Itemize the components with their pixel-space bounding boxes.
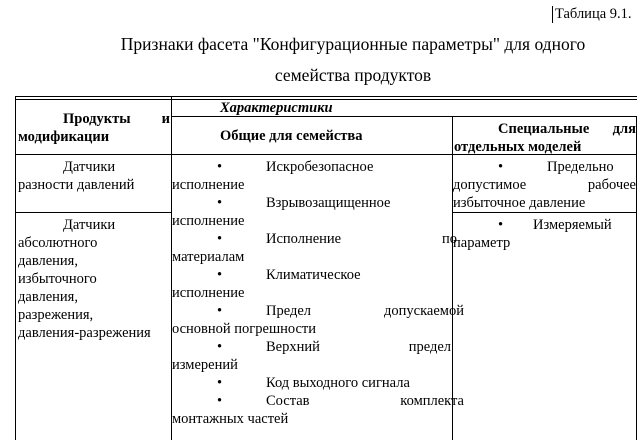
product-absolute-pressure xyxy=(18,216,171,342)
item-text: Предельно xyxy=(547,159,614,175)
item-text-cont: исполнение xyxy=(172,177,245,193)
facet-table xyxy=(15,96,637,440)
product-row1-line1: Датчики xyxy=(63,159,116,175)
item-text: предел xyxy=(408,339,451,355)
item-text: допустимое xyxy=(453,177,527,193)
list-item xyxy=(172,194,451,212)
header-products xyxy=(18,110,171,146)
item-text: Предел xyxy=(266,303,312,319)
list-item xyxy=(172,338,451,356)
header-common: Общие для семейства xyxy=(220,128,363,144)
bullet-icon: • xyxy=(217,375,223,391)
header-modifications-word: модификации xyxy=(18,129,110,145)
item-text: допускаемой xyxy=(384,303,464,319)
table-number: Таблица 9.1. xyxy=(552,6,632,23)
item-text: Верхний xyxy=(266,339,320,355)
item-text: Код выходного сигнала xyxy=(266,375,410,391)
list-item xyxy=(453,158,636,176)
item-text: по xyxy=(441,231,457,247)
bullet-icon: • xyxy=(217,393,223,409)
product-row2-line6: разрежения, xyxy=(18,307,94,323)
item-text: Состав xyxy=(266,393,310,409)
item-text: Исполнение xyxy=(266,231,342,247)
product-row2-line1: Датчики xyxy=(63,217,116,233)
item-text-cont xyxy=(453,176,636,194)
bullet-icon: • xyxy=(217,303,223,319)
product-row2-line3: давления, xyxy=(18,253,78,269)
product-row2-line4: избыточного xyxy=(18,271,97,287)
list-item xyxy=(172,374,451,392)
item-text-cont: основной погрешности xyxy=(172,321,317,337)
header-special xyxy=(454,120,636,156)
header-special-word: Специальные xyxy=(498,121,590,137)
item-text: рабочее xyxy=(587,177,636,193)
product-row2-line2: абсолютного xyxy=(18,235,98,251)
product-row1-line2: разности давлений xyxy=(18,177,135,193)
special-characteristics-list xyxy=(453,158,636,212)
item-text-cont: материалам xyxy=(172,249,245,265)
item-text-cont: избыточное давление xyxy=(453,195,586,211)
item-text: Климатическое xyxy=(266,267,361,283)
bullet-icon: • xyxy=(217,267,223,283)
bullet-icon: • xyxy=(498,159,504,175)
bullet-icon: • xyxy=(217,339,223,355)
header-products-word: Продукты xyxy=(63,111,131,127)
list-item xyxy=(453,216,636,234)
item-text: Взрывозащищенное xyxy=(266,195,391,211)
special-characteristics-list-2 xyxy=(453,216,636,252)
table-title-line-2: семейства продуктов xyxy=(274,65,432,85)
table-title-line-1: Признаки фасета "Конфигурационные параметры" для одного xyxy=(120,34,586,54)
item-text-cont: исполнение xyxy=(172,213,245,229)
item-text-cont: измерений xyxy=(172,357,238,373)
item-text: комплекта xyxy=(400,393,464,409)
item-text: Измеряемый xyxy=(533,217,612,233)
bullet-icon: • xyxy=(217,231,223,247)
list-item xyxy=(172,266,451,284)
table-right-border xyxy=(636,117,637,440)
product-differential-pressure xyxy=(18,158,171,194)
list-item xyxy=(172,158,451,176)
item-text-cont: исполнение xyxy=(172,285,245,301)
header-for-word: для xyxy=(612,121,636,137)
list-item xyxy=(172,302,464,320)
product-row2-line7: давления-разрежения xyxy=(18,325,151,341)
list-item xyxy=(172,392,464,410)
header-and-word: и xyxy=(161,111,170,127)
bullet-icon: • xyxy=(217,195,223,211)
header-separate-models: отдельных моделей xyxy=(454,139,582,155)
item-text-cont: монтажных частей xyxy=(172,411,289,427)
list-item xyxy=(172,230,457,248)
special-row-divider xyxy=(453,212,637,213)
bullet-icon: • xyxy=(498,217,504,233)
bullet-icon: • xyxy=(217,159,223,175)
item-text-cont: параметр xyxy=(453,235,511,251)
item-text: Искробезопасное xyxy=(266,159,374,175)
product-row2-line5: давления, xyxy=(18,289,78,305)
common-characteristics-list xyxy=(172,158,464,428)
table-left-border xyxy=(15,96,16,440)
row-divider xyxy=(15,212,172,213)
header-characteristics: Характеристики xyxy=(220,100,333,116)
